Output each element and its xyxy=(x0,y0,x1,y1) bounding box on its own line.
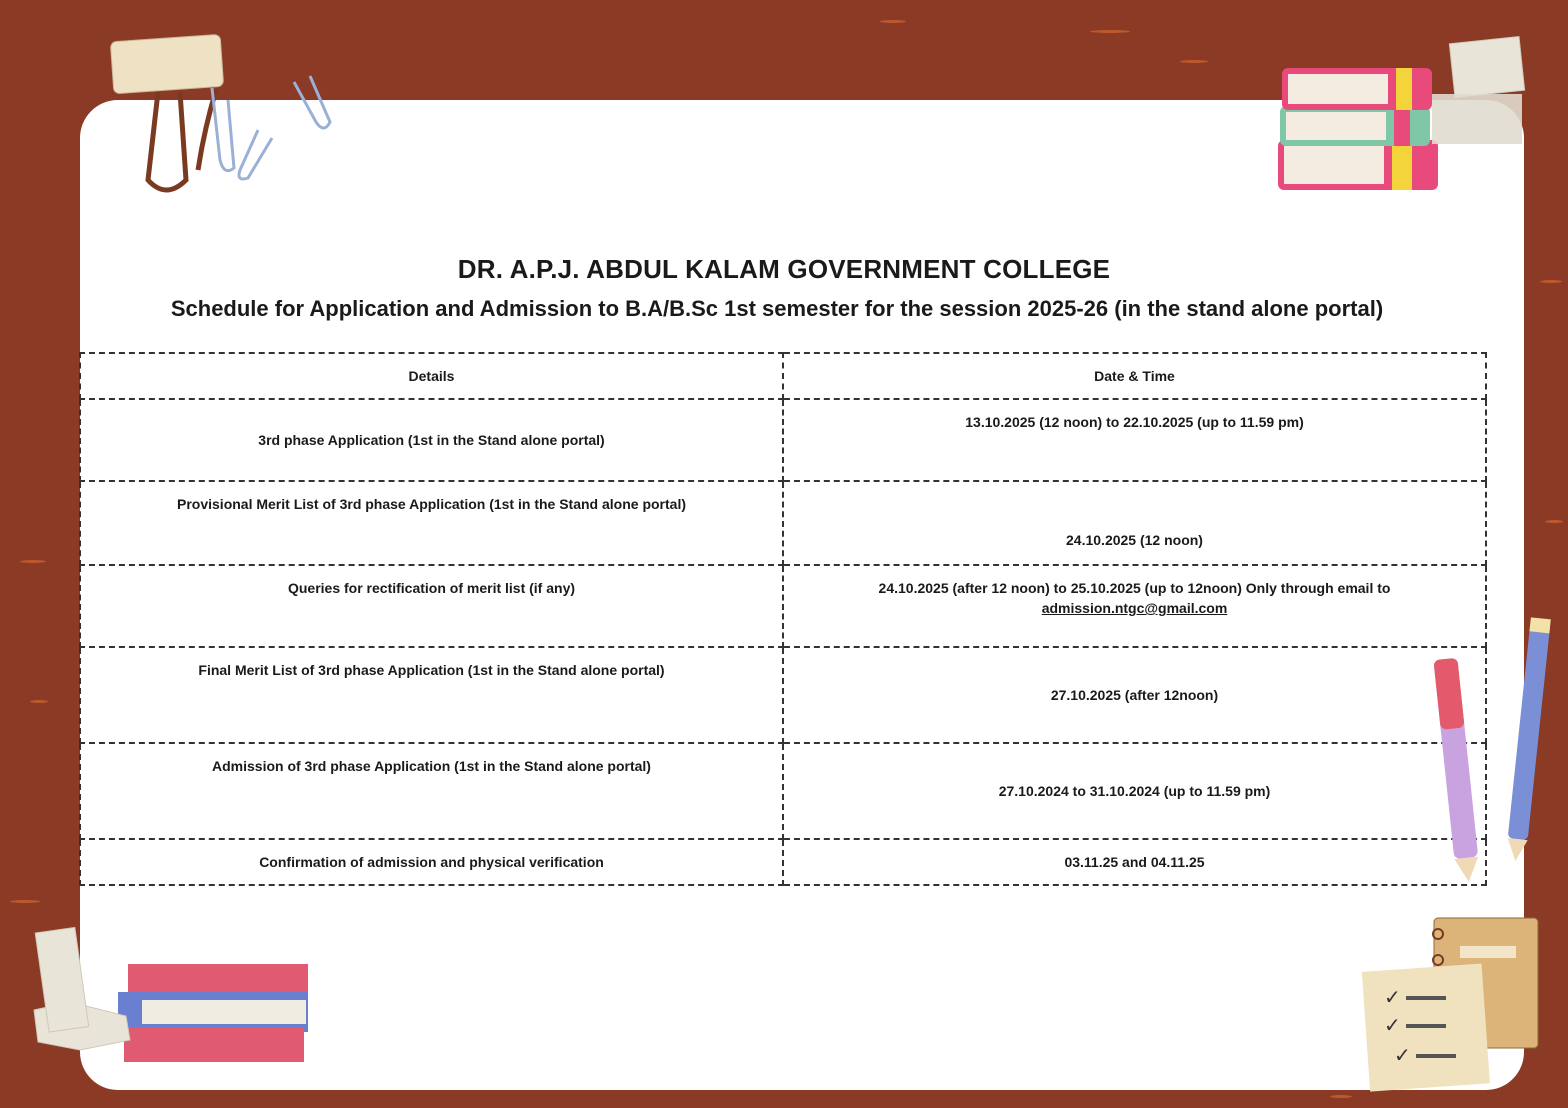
svg-text:✓: ✓ xyxy=(1384,985,1401,1009)
schedule-table xyxy=(79,352,1487,886)
book-stack-icon xyxy=(1272,34,1542,199)
row-details: Queries for rectification of merit list (if any) xyxy=(80,565,783,647)
row-details: Final Merit List of 3rd phase Application (1st in the Stand alone portal) xyxy=(80,647,783,743)
row-date: 13.10.2025 (12 noon) to 22.10.2025 (up to 11.59 pm) xyxy=(783,399,1486,481)
row-date: 24.10.2025 (12 noon) xyxy=(783,481,1486,565)
book-stack-icon xyxy=(30,920,330,1070)
speck xyxy=(30,700,48,703)
table-header-row xyxy=(80,353,1486,399)
table-row xyxy=(80,647,1486,743)
table-row xyxy=(80,481,1486,565)
table-row xyxy=(80,399,1486,481)
speck xyxy=(1180,60,1208,63)
tape-icon xyxy=(1449,36,1524,97)
speck xyxy=(10,900,40,903)
speck xyxy=(1545,520,1563,523)
row-date-cell xyxy=(783,565,1486,647)
row-date: 27.10.2025 (after 12noon) xyxy=(783,647,1486,743)
column-header-date-time: Date & Time xyxy=(783,353,1486,399)
speck xyxy=(1330,1095,1352,1098)
row-details: 3rd phase Application (1st in the Stand alone portal) xyxy=(80,399,783,481)
table-row xyxy=(80,743,1486,839)
schedule-subtitle: Schedule for Application and Admission to B.A/B.Sc 1st semester for the session 2025-26 (in the stand alone portal) xyxy=(170,296,1384,321)
row-details: Admission of 3rd phase Application (1st in the Stand alone portal) xyxy=(80,743,783,839)
row-date: 27.10.2024 to 31.10.2024 (up to 11.59 pm) xyxy=(783,743,1486,839)
binder-clip-icon xyxy=(108,30,338,195)
row-details: Provisional Merit List of 3rd phase Application (1st in the Stand alone portal) xyxy=(80,481,783,565)
svg-text:✓: ✓ xyxy=(1384,1013,1401,1037)
pencil-icon xyxy=(1505,617,1550,862)
table-row xyxy=(80,839,1486,885)
college-title: DR. A.P.J. ABDUL KALAM GOVERNMENT COLLEGE xyxy=(457,254,1111,284)
row-date: 03.11.25 and 04.11.25 xyxy=(783,839,1486,885)
speck xyxy=(880,20,906,23)
speck xyxy=(20,560,46,563)
svg-text:✓: ✓ xyxy=(1394,1043,1411,1067)
pen-icon xyxy=(1430,610,1560,900)
row-details: Confirmation of admission and physical verification xyxy=(80,839,783,885)
admission-email-link[interactable]: admission.ntgc@gmail.com xyxy=(1041,600,1228,616)
table-row xyxy=(80,565,1486,647)
row-date: 24.10.2025 (after 12 noon) to 25.10.2025 (up to 12noon) Only through email to xyxy=(878,580,1391,596)
notebook-icon xyxy=(1360,910,1550,1100)
column-header-details: Details xyxy=(80,353,783,399)
speck xyxy=(1090,30,1130,33)
